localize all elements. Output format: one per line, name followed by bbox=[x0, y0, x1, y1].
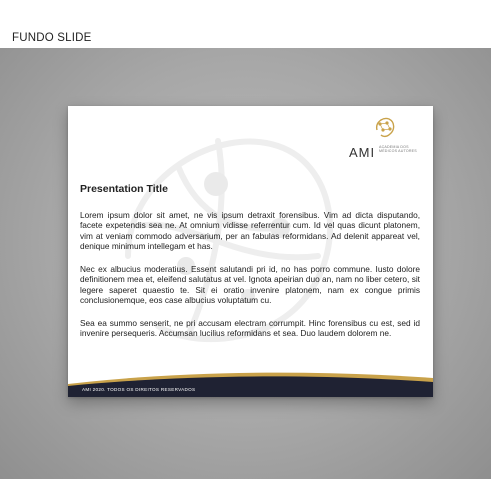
slide-preview bbox=[68, 106, 433, 397]
paragraph-1: Lorem ipsum dolor sit amet, ne vis ipsum detraxit forensibus. Vim ad dicta disputando, facete expetendis sea ne. At omnium vidisse referrentur cum. Id vel quas dicunt platonem, vim at veniam commodo adversarium, per an fabulas reformidans. Ad delenit appareat vel, denique minimum intellegam et has. bbox=[80, 210, 420, 251]
ami-logo bbox=[349, 116, 419, 164]
footer-copyright: AMI 2020. TODOS OS DIREITOS RESERVADOS bbox=[82, 387, 196, 392]
page-label: FUNDO SLIDE bbox=[12, 32, 92, 44]
brain-network-icon bbox=[371, 116, 397, 142]
footer-wave bbox=[68, 364, 433, 397]
presentation-title: Presentation Title bbox=[80, 183, 168, 195]
logo-text: AMI bbox=[349, 145, 376, 160]
paragraph-2: Nec ex albucius moderatius. Essent salutandi pri id, no has porro commune. Iusto dolore definitionem mea et, eleifend salutatus at vel. Ignota apeirian duo an, nam no liber cetero, sit legere saperet quaestio te. Sit ei oratio invenire platonem, nam ex congue primis conclusionemque, eos case albucius voluptatum cu. bbox=[80, 264, 420, 305]
paragraph-3: Sea ea summo senserit, ne pri accusam electram corrumpit. Hinc forensibus cu est, sed id invenire persequeris. Accumsan lucilius reformidans et sea. Duo laudem dolorem ne. bbox=[80, 318, 420, 339]
logo-subtitle: ACADEMIA DOS MÉDICOS AUTORES bbox=[379, 145, 417, 154]
